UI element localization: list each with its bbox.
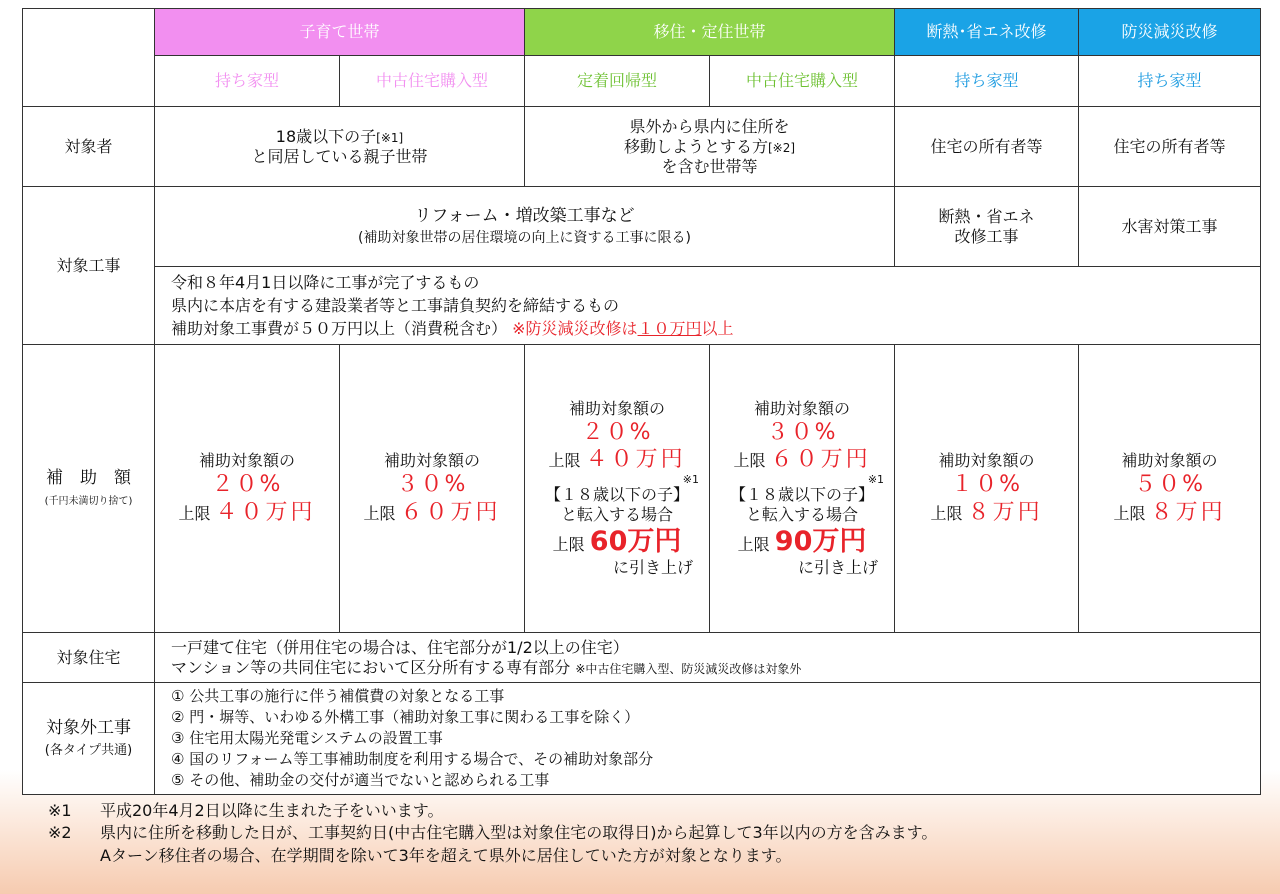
hikiage-text: に引き上げ: [613, 558, 694, 578]
list-item: ④ 国のリフォーム等工事補助制度を利用する場合で、その補助対象部分: [171, 750, 654, 768]
child-line2: と転入する場合: [561, 504, 674, 524]
rate-value: ２０%: [581, 419, 653, 445]
base-label: 補助対象額の: [198, 451, 295, 470]
condition-3: [171, 317, 1260, 340]
subheader-chuko-kosodate: 中古住宅購入型: [340, 56, 525, 107]
hojogaku-dannetsu: [895, 345, 1079, 633]
base-label: 補助対象額の: [569, 398, 666, 418]
taisho-koji-reform: [155, 187, 895, 267]
taishosha-dannetsu: 住宅の所有者等: [895, 107, 1079, 187]
subsidy-table: [22, 8, 1261, 795]
rate-value: ３０%: [396, 472, 468, 497]
footnote-2-text: 県内に住所を移動した日が、工事契約日(中古住宅購入型は対象住宅の取得日)から起算して3年以内の方を含みます。: [100, 823, 938, 843]
header-kosodate: 子育て世帯: [155, 9, 525, 56]
limit-label: 上限: [548, 451, 581, 471]
taishosha-kosodate: [155, 107, 525, 187]
taisho-koji-dannetsu: [895, 187, 1079, 267]
footnote-1-text: 平成20年4月2日以降に生まれた子をいいます。: [100, 801, 444, 820]
row-label-taishogai: [23, 683, 155, 795]
header-bosai: 防災減災改修: [1079, 9, 1261, 56]
kome1-note: ※1: [682, 472, 700, 486]
child-line2: と転入する場合: [746, 504, 859, 524]
limit-value: ４０万円: [215, 499, 316, 525]
rate-value: ２０%: [211, 472, 283, 497]
kome1-note: ※1: [867, 472, 885, 486]
taisho-koji-conditions: [155, 267, 1261, 345]
child-line1: 【１８歳以下の子】: [730, 484, 875, 504]
reform-sub: (補助対象世帯の居住環境の向上に資する工事に限る): [358, 229, 691, 246]
base-label: 補助対象額の: [1121, 451, 1218, 470]
taishogai-list: [155, 683, 1261, 795]
subheader-chuko-iju: 中古住宅購入型: [710, 56, 895, 107]
footnotes: [48, 800, 937, 867]
jutaku-line2-note: ※中古住宅購入型、防災減災改修は対象外: [575, 661, 802, 676]
footnote-1-mark: ※1: [48, 801, 72, 820]
header-iju: 移住・定住世帯: [525, 9, 895, 56]
limit-label: 上限: [552, 534, 585, 554]
jutaku-line2: マンション等の共同住宅において区分所有する専有部分: [171, 657, 571, 677]
hikiage-text: に引き上げ: [798, 558, 879, 578]
limit-value: ８万円: [967, 499, 1043, 525]
jutaku-line2-wrap: [171, 658, 1260, 678]
reform-main: リフォーム・増改築工事など: [414, 205, 635, 226]
hojogaku-bosai: [1079, 345, 1261, 633]
limit-label: 上限: [737, 534, 770, 554]
limit-value: ６０万円: [400, 499, 501, 525]
condition-1: 令和８年4月1日以降に工事が完了するもの: [171, 272, 480, 292]
hojogaku-teichaku: [525, 345, 710, 633]
hojogaku-label-note: (千円未満切り捨て): [44, 496, 133, 508]
row-label-taisho-jutaku: 対象住宅: [23, 633, 155, 683]
footnote-1: [48, 800, 937, 822]
base-label: 補助対象額の: [384, 451, 481, 470]
limit-label: 上限: [1113, 503, 1146, 523]
row-label-taishosha: 対象者: [23, 107, 155, 187]
raised-value: 90万円: [774, 525, 867, 557]
taisho-jutaku-content: [155, 633, 1261, 683]
list-item: ② 門・塀等、いわゆる外構工事（補助対象工事に関わる工事を除く）: [171, 708, 640, 726]
taishogai-label-note: (各タイプ共通): [44, 743, 133, 758]
taishosha-iju-line3: を含む世帯等: [661, 156, 758, 176]
row-label-taisho-koji: 対象工事: [23, 187, 155, 345]
list-item: ③ 住宅用太陽光発電システムの設置工事: [171, 729, 443, 747]
condition-3-red-amt: １０万円: [637, 319, 702, 339]
limit-label: 上限: [363, 503, 396, 523]
condition-3-text: 補助対象工事費が５０万円以上（消費税含む）: [171, 319, 508, 339]
taishosha-kosodate-line2: と同居している親子世帯: [251, 146, 428, 166]
rate-value: ３０%: [766, 419, 838, 445]
kome2-mark: [※2]: [768, 140, 796, 155]
footnote-2-mark: ※2: [48, 823, 72, 843]
base-label: 補助対象額の: [754, 398, 851, 418]
limit-label: 上限: [733, 451, 766, 471]
limit-label: 上限: [178, 503, 211, 523]
subheader-mochiie-bosai: 持ち家型: [1079, 56, 1261, 107]
taishosha-iju: [525, 107, 895, 187]
list-item: ① 公共工事の施行に伴う補償費の対象となる工事: [171, 687, 505, 705]
taishosha-iju-line2: 移動しようとする方: [623, 136, 768, 156]
subheader-mochiie-kosodate: 持ち家型: [155, 56, 340, 107]
child-line1: 【１８歳以下の子】: [545, 484, 690, 504]
raised-value: 60万円: [589, 525, 682, 557]
footnote-2-text2: Aターン移住者の場合、在学期間を除いて3年を超えて県外に居住していた方が対象となります。: [100, 845, 792, 865]
taishosha-bosai: 住宅の所有者等: [1079, 107, 1261, 187]
taishosha-kosodate-line1: 18歳以下の子: [275, 126, 377, 146]
condition-2: 県内に本店を有する建設業者等と工事請負契約を締結するもの: [171, 295, 620, 315]
subheader-mochiie-dannetsu: 持ち家型: [895, 56, 1079, 107]
dannetsu-koji-line2: 改修工事: [954, 226, 1019, 246]
hojogaku-label: 補 助 額: [46, 467, 131, 488]
dannetsu-koji-line1: 断熱・省エネ: [938, 206, 1035, 226]
row-label-hojogaku: [23, 345, 155, 633]
jutaku-line1: 一戸建て住宅（併用住宅の場合は、住宅部分が1/2以上の住宅）: [171, 637, 629, 657]
condition-3-red-post: 以上: [701, 319, 734, 339]
taisho-koji-bosai: 水害対策工事: [1079, 187, 1261, 267]
kome1-mark: [※1]: [376, 130, 404, 145]
condition-3-red-pre: ※防災減災改修は: [512, 319, 638, 339]
rate-value: １０%: [951, 472, 1022, 497]
footnote-2: [48, 822, 937, 844]
limit-value: ８万円: [1150, 499, 1226, 525]
limit-label: 上限: [930, 503, 963, 523]
limit-value: ４０万円: [585, 447, 686, 473]
list-item: ⑤ その他、補助金の交付が適当でないと認められる工事: [171, 771, 550, 789]
hojogaku-iju-chuko: [710, 345, 895, 633]
corner-cell: [23, 9, 155, 107]
hojogaku-kosodate-mochiie: [155, 345, 340, 633]
header-dannetsu: 断熱･省エネ改修: [895, 9, 1079, 56]
subheader-teichaku: 定着回帰型: [525, 56, 710, 107]
limit-value: ６０万円: [770, 447, 871, 473]
rate-value: ５０%: [1134, 472, 1205, 497]
taishogai-label: 対象外工事: [46, 717, 131, 738]
hojogaku-kosodate-chuko: [340, 345, 525, 633]
base-label: 補助対象額の: [938, 451, 1035, 470]
taishosha-iju-line1: 県外から県内に住所を: [629, 116, 790, 136]
